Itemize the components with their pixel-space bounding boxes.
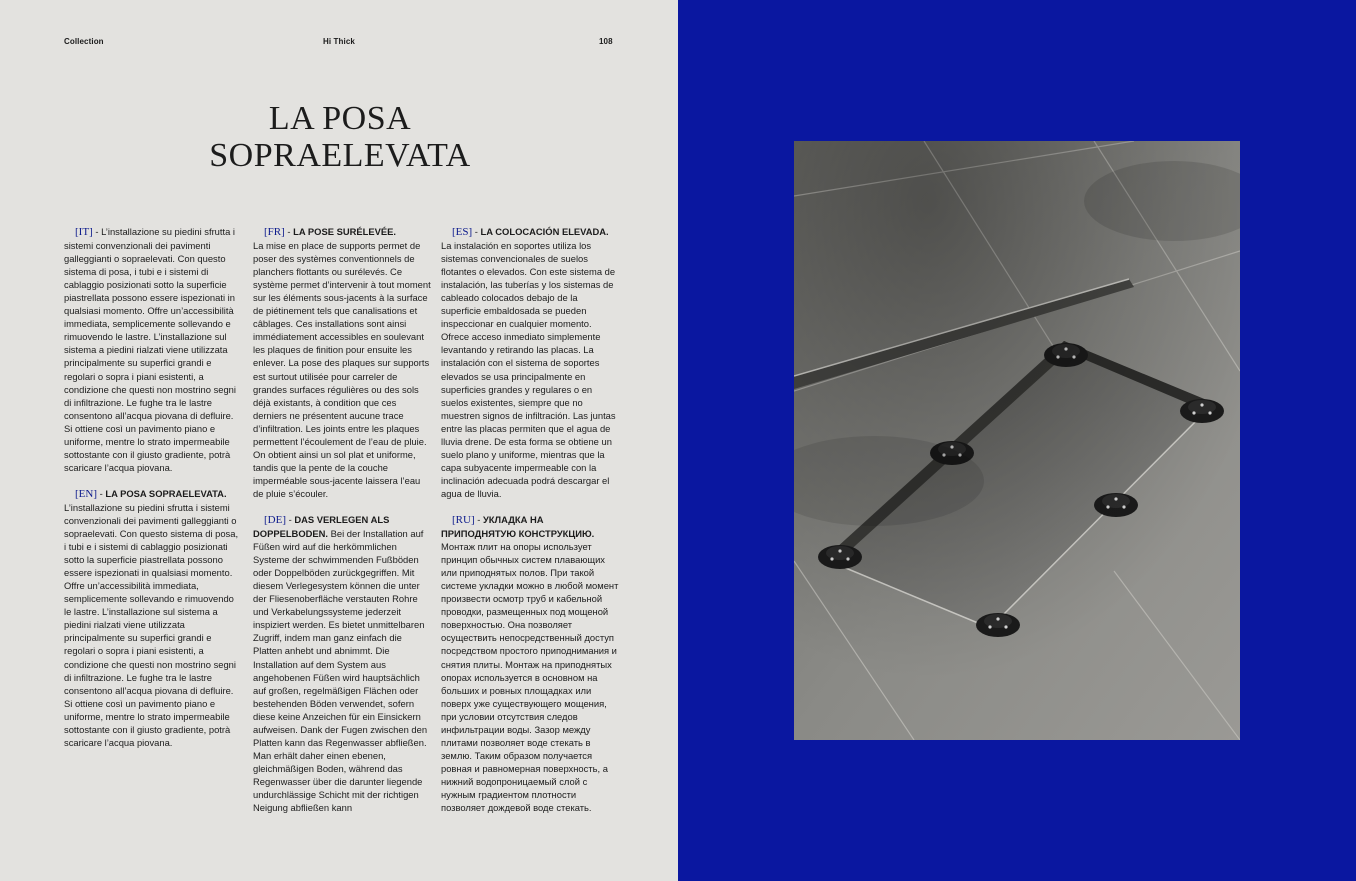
title-line-1: LA POSA <box>268 100 412 137</box>
section-it: [IT] - L’installazione su piedini sfrutta i sistemi convenzionali dei pavimenti galleggianti o sopraelevati. Con questo sistema di posa, i tubi e i sistemi di cablaggio posizionati sotto la superficie piastrellata possono essere ispezionati in qualsiasi momento. Offre un’accessibilità immediata, semplicemente sollevando e rimuovendo le lastre. L’installazione sul sistema a piedini rialzati viene utilizzata principalmente su superfici grandi e regolari o sopra i piani esistenti, a condizione che questi non mostrino segni di infiltrazione. Le fughe tra le lastre consentono all’acqua piovana di defluire. Si ottiene così un pavimento piano e uniforme, mentre lo strato impermeabile sottostante con il giusto gradiente, potrà scaricare l’acqua piovana. <box>64 226 236 473</box>
page-title <box>150 100 530 174</box>
section-ru-text: Монтаж плит на опоры использует принцип обычных систем плавающих или приподнятых полов. При такой системе укладки можно в любой момент произвести осмотр труб и кабельной проводки, размещенных под мощеной поверхностью. Она позволяет осуществить непосредственный доступ посредством простого приподнимания и снятия плиты. Монтаж на приподнятых опорах используется в основном на больших и ровных площадках или поверх уже существующего мощения, при условии отсутствия следов инфильтрации воды. Зазор между плитами позволяет воде стекать в землю. Таким образом получается ровная и равномерная поверхность, а нижний водопроницаемый слой с нужным градиентом плотности позволяет дождевой воде стекать. <box>441 541 619 814</box>
section-de-heading: DAS VERLEGEN ALS DOPPELBODEN. <box>253 513 390 540</box>
header-collection-name: Hi Thick <box>323 37 355 46</box>
header-collection: Collection <box>64 37 104 46</box>
section-en: [EN] - LA POSA SOPRAELEVATA. L’installazione su piedini sfrutta i sistemi convenzionali dei pavimenti galleggianti o sopraelevati. Con questo sistema di posa, i tubi e i sistemi di cablaggio posizionati sotto la superficie piastrellata possono essere ispezionati in qualsiasi momento. Offre un’accessibilità immediata, semplicemente sollevando e rimuovendo le lastre. L’installazione sul sistema a piedini rialzati viene utilizzata principalmente su superfici grandi e regolari o sopra i piani esistenti, a condizione che questi non mostrino segni di infiltrazione. Le fughe tra le lastre consentono all’acqua piovana di defluire. Si ottiene così un pavimento piano e uniforme, mentre lo strato impermeabile sottostante con il giusto gradiente, potrà scaricare l’acqua piovana. <box>64 487 239 748</box>
section-fr-heading: LA POSE SURÉLEVÉE. <box>293 226 396 237</box>
raised-floor-photo <box>794 141 1240 740</box>
section-fr: [FR] - LA POSE SURÉLEVÉE. La mise en place de supports permet de poser des systèmes conventionnels de planchers flottants ou surélevés. Ce système permet d’intervenir à tout moment sur les éléments sous-jacents à la surface de piétinement tels que canalisations et câblages. Ces installations sont ainsi immédiatement accessibles en soulevant les plaques de finition pour ensuite les enlever. La pose des plaques sur supports est surtout utilisée pour carreler de grandes surfaces régulières ou des sols déjà existants, à condition que ces derniers ne présentent aucune trace d’infiltration. Les joints entre les plaques permettent l’écoulement de l’eau de pluie. On obtient ainsi un sol plat et uniforme, tandis que la pente de la couche imperméable sous-jacente laissera l’eau de pluie s’écouler. <box>253 226 431 499</box>
column-2 <box>253 225 431 814</box>
lang-code-en: [EN] <box>64 487 98 500</box>
lang-code-fr: [FR] <box>253 226 285 238</box>
section-en-heading: LA POSA SOPRAELEVATA. <box>105 487 227 499</box>
lang-code-ru: [RU] <box>441 513 475 526</box>
lang-code-it: [IT] <box>64 226 93 238</box>
section-es-text: La instalación en soportes utiliza los sistemas convencionales de suelos flotantes o elevados. Con este sistema de instalación, las tuberías y los sistemas de cableado colocados debajo de la superficie embaldosada se pueden inspeccionar en cualquier momento. Ofrece acceso inmediato simplemente levantando y retirando las placas. La instalación con el sistema de soportes elevados se usa principalmente en superficies grandes y regulares o en suelos existentes, siempre que no muestren signos de infiltración. Las juntas entre las placas permiten que el agua de lluvia drene. De esta forma se obtiene un suelo plano y uniforme, mientras que la capa subyacente impermeable con la inclinación adecuada podrá descargar el agua de lluvia. <box>441 240 616 499</box>
section-en-text: L’installazione su piedini sfrutta i sistemi convenzionali dei pavimenti galleggianti o sopraelevati. Con questo sistema di posa, i tubi e i sistemi di cablaggio posizionati sotto la superficie piastrellata possono essere ispezionati in qualsiasi momento. Offre un’accessibilità immediata, semplicemente sollevando e rimuovendo le lastre. L’installazione sul sistema a piedini rialzati viene utilizzata principalmente su superfici grandi e regolari o sopra i piani esistenti, a condizione che questi non mostrino segni di infiltrazione. Le fughe tra le lastre consentono all’acqua piovana di defluire. Si ottiene così un pavimento piano e uniforme, mentre lo strato impermeabile sottostante con il giusto gradiente, potrà scaricare l’acqua piovana. <box>64 501 239 748</box>
column-1 <box>64 225 242 749</box>
section-de-text: Bei der Installation auf Füßen wird auf die herkömmlichen Systeme der schwimmenden Fußböden oder Doppelböden zurückgegriffen. Mit diesem Verlegesystem können die unter der Fliesenoberfläche verstauten Rohre und Verkabelungssysteme jederzeit inspiziert werden. Es bietet unmittelbaren Zugriff, indem man ganz einfach die Platten anhebt und abnimmt. Die Installation auf dem System aus angehobenen Füßen wird hauptsächlich auf großen, regelmäßigen Flächen oder bestehenden Böden verwendet, sofern diese keine Anzeichen für ein Einsickern aufweisen. Dank der Fugen zwischen den Platten kann das Regenwasser abfließen. Man erhält daher einen ebenen, gleichmäßigen Boden, während das Regenwasser über die darunter liegende undurchlässige Schicht mit der richtigen Neigung abfließen kann <box>253 528 428 814</box>
section-es: [ES] - LA COLOCACIÓN ELEVADA. La instalación en soportes utiliza los sistemas convencionales de suelos flotantes o elevados. Con este sistema de instalación, las tuberías y los sistemas de cableado colocados debajo de la superficie embaldosada se pueden inspeccionar en cualquier momento. Ofrece acceso inmediato simplemente levantando y retirando las placas. La instalación con el sistema de soportes elevados se usa principalmente en superficies grandes y regulares o en suelos existentes, siempre que no muestren signos de infiltración. Las juntas entre las placas permiten que el agua de lluvia drene. De esta forma se obtiene un suelo plano y uniforme, mientras que la capa subyacente impermeable con la inclinación adecuada podrá descargar el agua de lluvia. <box>441 226 616 499</box>
lang-code-de: [DE] <box>253 513 287 526</box>
section-ru-heading: УКЛАДКА НА ПРИПОДНЯТУЮ КОНСТРУКЦИЮ. <box>441 513 595 540</box>
section-de: [DE] - DAS VERLEGEN ALS DOPPELBODEN. Bei der Installation auf Füßen wird auf die herkömmlichen Systeme der schwimmenden Fußböden oder Doppelböden zurückgegriffen. Mit diesem Verlegesystem können die unter der Fliesenoberfläche verstauten Rohre und Verkabelungssysteme jederzeit inspiziert werden. Es bietet unmittelbaren Zugriff, indem man ganz einfach die Platten anhebt und abnimmt. Die Installation auf dem System aus angehobenen Füßen wird hauptsächlich auf großen, regelmäßigen Flächen oder bestehenden Böden verwendet, sofern diese keine Anzeichen für ein Einsickern aufweisen. Dank der Fugen zwischen den Platten kann das Regenwasser abfließen. Man erhält daher einen ebenen, gleichmäßigen Boden, während das Regenwasser über die darunter liegende undurchlässige Schicht mit der richtigen Neigung abfließen kann <box>253 513 428 814</box>
raised-floor-illustration <box>794 141 1240 740</box>
section-es-heading: LA COLOCACIÓN ELEVADA. <box>480 226 609 237</box>
section-fr-text: La mise en place de supports permet de poser des systèmes conventionnels de planchers flottants ou surélevés. Ce système permet d’intervenir à tout moment sur les éléments sous-jacents à la surface de piétinement tels que canalisations et câblages. Ces installations sont ainsi immédiatement accessibles en soulevant les plaques de finition pour ensuite les enlever. La pose des plaques sur supports est surtout utilisée pour carreler de grandes surfaces régulières ou des sols déjà existants, à condition que ces derniers ne présentent aucune trace d’infiltration. Les joints entre les plaques permettent l’écoulement de l’eau de pluie. On obtient ainsi un sol plat et uniforme, tandis que la pente de la couche imperméable sous-jacente laissera l’eau de pluie s’écouler. <box>253 240 431 499</box>
right-page <box>678 0 1356 881</box>
column-3 <box>441 225 619 814</box>
lang-code-es: [ES] <box>441 226 473 238</box>
page-number: 108 <box>599 37 613 46</box>
title-line-2: SOPRAELEVATA <box>209 137 471 174</box>
section-ru: [RU] - УКЛАДКА НА ПРИПОДНЯТУЮ КОНСТРУКЦИЮ. Монтаж плит на опоры использует принцип обычных систем плавающих или приподнятых полов. При такой системе укладки можно в любой момент произвести осмотр труб и кабельной проводки, размещенных под мощеной поверхностью. Она позволяет осуществить непосредственный доступ посредством простого приподнимания и снятия плиты. Монтаж на приподнятых опорах используется в основном на больших и ровных площадках или поверх уже существующего мощения, при условии отсутствия следов инфильтрации воды. Зазор между плитами позволяет воде стекать в землю. Таким образом получается ровная и равномерная поверхность, а нижний водопроницаемый слой с нужным градиентом плотности позволяет дождевой воде стекать. <box>441 513 619 814</box>
section-it-text: L’installazione su piedini sfrutta i sistemi convenzionali dei pavimenti galleggianti o sopraelevati. Con questo sistema di posa, i tubi e i sistemi di cablaggio posizionati sotto la superficie piastrellata possono essere ispezionati in qualsiasi momento. Offre un’accessibilità immediata, semplicemente sollevando e rimuovendo le lastre. L’installazione sul sistema a piedini rialzati viene utilizzata principalmente su superfici grandi e regolari o sopra i piani esistenti, a condizione che questi non mostrino segni di infiltrazione. Le fughe tra le lastre consentono all’acqua piovana di defluire. Si ottiene così un pavimento piano e uniforme, mentre lo strato impermeabile sottostante con il giusto gradiente, potrà scaricare l’acqua piovana. <box>64 226 236 473</box>
